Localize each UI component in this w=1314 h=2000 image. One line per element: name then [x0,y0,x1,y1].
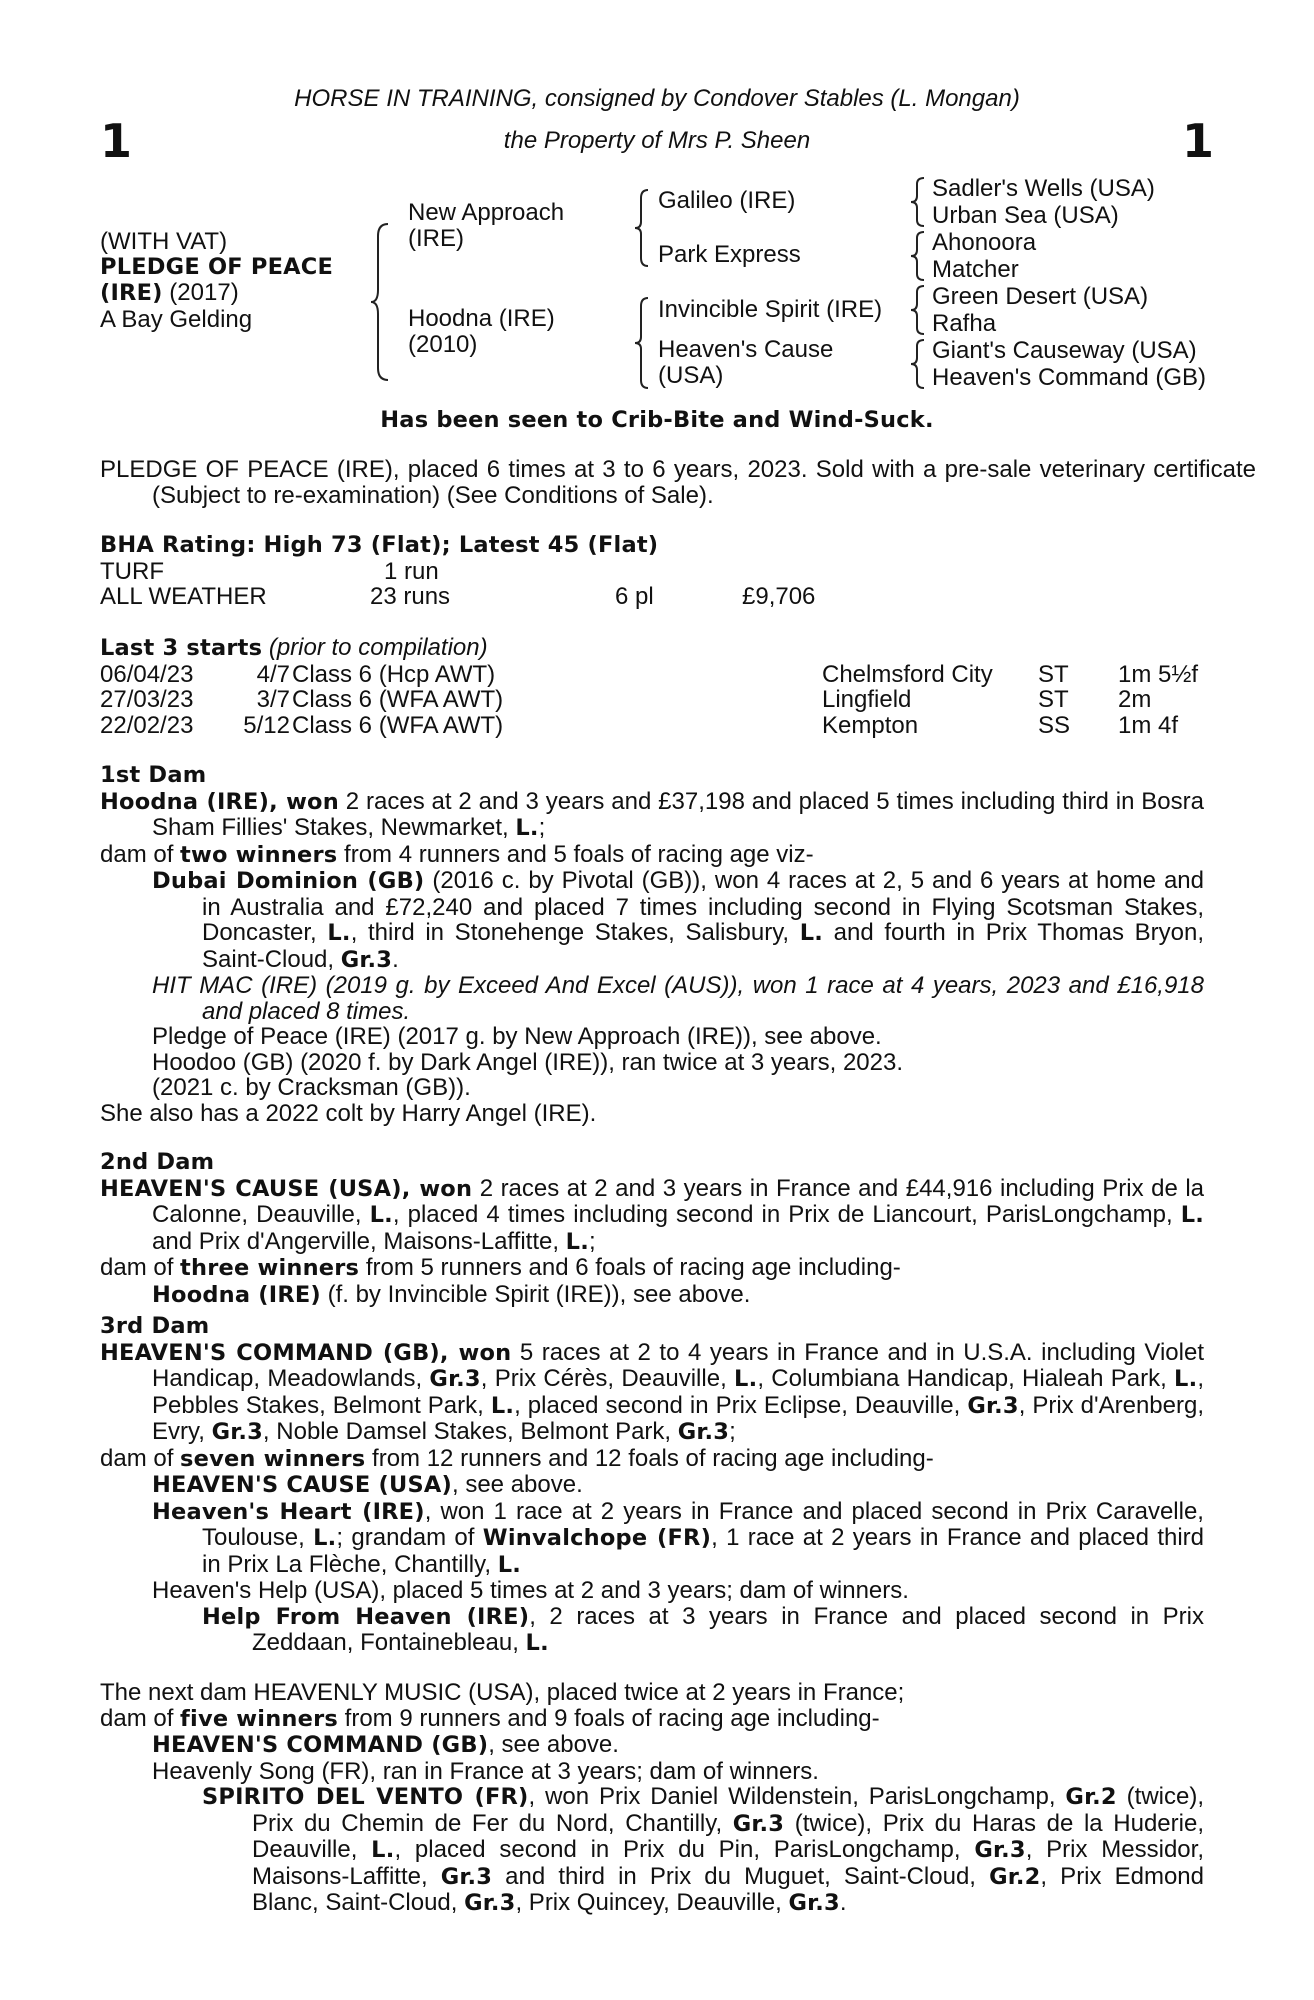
start-course: Chelmsford City [822,660,993,688]
record-text: , Prix Cérès, Deauville, [480,1365,735,1392]
rating-earnings: £9,706 [742,583,816,610]
record-text: , placed second in Prix Eclipse, Deauville, [514,1391,968,1419]
runners-text: from 9 runners and 9 foals of racing age including- [338,1704,880,1732]
offspring-entry [100,1472,1204,1499]
listed-mark: L. [369,1202,393,1228]
offspring-text: , Prix Messidor, Maisons-Laffitte, [252,1836,1204,1890]
start-course: Kempton [822,711,919,739]
start-surface: SS [1038,711,1071,739]
offspring-text: , 2 races at 3 years in France and placed second in Prix Zeddaan, Fontainebleau, [252,1602,1205,1656]
dam-sire: Invincible Spirit (IRE) [658,296,883,323]
grand-offspring-name: SPIRITO DEL VENTO (FR) [202,1784,529,1810]
listed-mark: L. [734,1366,758,1392]
group-mark: Gr.3 [732,1810,785,1837]
dam-dam-name: Heaven's Cause [658,336,834,363]
rating-title: BHA Rating: High 73 (Flat); Latest 45 (Flat) [100,532,659,558]
second-dam-produce-intro [100,1255,1204,1282]
group-mark: Gr.3 [974,1837,1026,1863]
start-date: 22/02/23 [100,711,194,739]
brace-gen3-b [910,230,926,282]
gen3-ddd: Heaven's Command (GB) [932,364,1207,391]
offspring-text: (twice), Prix du Chemin de Fer du Nord, Chantilly, [252,1783,1204,1837]
start-surface: ST [1038,660,1069,688]
rating-runs: 23 runs [370,583,451,610]
gen3-dss: Green Desert (USA) [932,283,1149,310]
offspring-entry: Heavenly Song (FR), ran in France at 3 years; dam of winners. [152,1757,819,1785]
record-text: , Columbiana Handicap, Hialeah Park, [757,1365,1175,1392]
dam-year: (2010) [408,331,478,358]
fourth-dam-record: The next dam HEAVENLY MUSIC (USA), placed twice at 2 years in France; [100,1679,905,1706]
listed-mark: L. [515,815,539,841]
record-text: , Prix d'Arenberg, Evry, [152,1391,1205,1445]
start-date: 06/04/23 [100,660,194,688]
lot-number-right: 1 [1182,114,1215,168]
winners-count: two winners [180,841,338,868]
start-race: Class 6 (Hcp AWT) [292,660,496,688]
gen3-sds: Ahonoora [932,229,1037,256]
pedigree-gen3 [932,175,1206,391]
dam-dam [658,337,833,389]
gen3-dsd: Rafha [932,310,997,337]
second-dam-record [100,1176,1204,1256]
pedigree-brace-dam [634,296,650,390]
horse-year: (2017) [162,279,239,306]
first-dam-record [100,789,1204,842]
consignor-line: HORSE IN TRAINING, consigned by Condover Stables (L. Mongan) [294,85,1020,112]
group-mark: Gr.3 [788,1890,840,1916]
punctuation: . [839,1889,847,1916]
first-dam-section [100,763,1204,1126]
sire-name: New Approach [408,199,565,226]
brace-gen3-a [910,176,926,228]
offspring-text: , third in Stonehenge Stakes, Salisbury, [350,919,800,946]
gen3-sdd: Matcher [932,256,1019,283]
group-mark: Gr.2 [989,1863,1041,1890]
start-row [100,662,1204,688]
start-position: 3/7 [256,686,290,713]
listed-mark: L. [327,920,351,946]
dam-dam-origin: (USA) [658,362,724,389]
dam-of-label: dam of [100,1444,181,1472]
grand-offspring-entry [100,1604,1204,1657]
offspring-text: , won 1 race at 2 years in France and placed second in Prix Caravelle, Toulouse, [202,1497,1204,1551]
offspring-entry: Heaven's Help (USA), placed 5 times at 2 and 3 years; dam of winners. [152,1577,909,1604]
rating-section [100,533,1204,610]
dam-name: Hoodna (IRE) [408,305,555,332]
won-label: , won [439,1339,512,1366]
last-starts-note: (prior to compilation) [262,634,488,661]
offspring-text: (f. by Invincible Spirit (IRE)), see above. [320,1280,751,1308]
runners-text: from 4 runners and 5 foals of racing age viz- [337,840,814,868]
start-distance: 1m 5½f [1118,660,1199,688]
listed-mark: L. [525,1630,549,1656]
start-position: 4/7 [256,660,290,688]
second-dam-section [100,1150,1204,1308]
race-summary: PLEDGE OF PEACE (IRE), placed 6 times at 3 to 6 years, 2023. Sold with a pre-sale veterinary certificate (Subject to re-examination) (See Conditions of Sale). [100,456,1256,509]
rating-placed: 6 pl [615,583,654,610]
fourth-dam-section [100,1680,1204,1917]
won-label: , won [269,788,339,815]
last-starts-title: Last 3 starts [100,635,263,661]
horse-origin: (IRE) [100,280,163,306]
listed-mark: L. [799,920,824,946]
punctuation: ; [538,814,546,841]
horse-name: PLEDGE OF PEACE [100,253,334,280]
winners-count: three winners [180,1255,360,1281]
offspring-text: (twice), Prix du Haras de la Huderie, Deauville, [252,1809,1204,1863]
dam [408,306,555,358]
offspring-entry [100,868,1204,973]
start-surface: ST [1038,686,1069,713]
grand-offspring-entry [100,1784,1204,1917]
start-position: 5/12 [243,711,290,739]
group-mark: Gr.3 [677,1419,730,1445]
offspring-entry: Pledge of Peace (IRE) (2017 g. by New Approach (IRE)), see above. [152,1023,882,1050]
winners-count: seven winners [180,1445,366,1472]
third-dam-name: HEAVEN'S COMMAND (GB) [100,1339,440,1366]
listed-mark: L. [1174,1366,1198,1392]
first-dam-note: She also has a 2022 colt by Harry Angel (IRE). [100,1099,597,1127]
dam-of-label: dam of [100,1254,181,1281]
listed-mark: L. [497,1551,521,1578]
start-row [100,713,1204,739]
group-mark: Gr.3 [211,1419,263,1445]
offspring-text: and third in Prix du Muguet, Saint-Cloud, [492,1862,990,1890]
sire-dam: Park Express [658,241,801,268]
start-date: 27/03/23 [100,686,194,713]
offspring-text: and fourth in Prix Thomas Bryon, Saint-Cloud, [202,919,1204,973]
punctuation: ; [588,1227,596,1255]
group-mark: Gr.3 [967,1392,1019,1419]
punctuation: . [392,945,399,973]
start-distance: 2m [1118,686,1152,713]
offspring-entry: Hoodoo (GB) (2020 f. by Dark Angel (IRE)), ran twice at 3 years, 2023. [152,1048,904,1076]
vices-note: Has been seen to Crib-Bite and Wind-Suck. [380,407,934,433]
group-mark: Gr.3 [440,1863,493,1890]
offspring-entry: HIT MAC (IRE) (2019 g. by Exceed And Excel (AUS)), won 1 race at 4 years, 2023 and £16,918 and placed 8 times. [152,972,1204,1025]
record-text: , Noble Damsel Stakes, Belmont Park, [262,1418,678,1445]
offspring-name: Dubai Dominion (GB) [152,868,425,894]
offspring-entry [100,1732,1204,1759]
first-dam-produce-intro [100,842,1204,869]
start-course: Lingfield [822,686,912,713]
second-dam-heading: 2nd Dam [100,1149,215,1175]
gen3-sss: Sadler's Wells (USA) [932,175,1155,202]
offspring-text: , 1 race at 2 years in France and placed third in Prix La Flèche, Chantilly, [202,1524,1205,1578]
record-text: , Pebbles Stakes, Belmont Park, [152,1365,1204,1419]
offspring-text: , Prix Quincey, Deauville, [515,1889,789,1916]
offspring-name: Hoodna (IRE) [152,1281,321,1308]
start-row [100,687,1204,713]
record-text: 5 races at 2 to 4 years in France and in U.S.A. including Violet Handicap, Meadowlands, [152,1338,1204,1392]
listed-mark: L. [490,1392,515,1419]
group-mark: Gr.3 [340,946,393,973]
brace-gen3-d [910,338,926,390]
offspring-text: ; grandam of [336,1524,483,1551]
dam-of-label: dam of [100,1704,181,1732]
third-dam-heading: 3rd Dam [100,1313,210,1339]
offspring-entry [100,1499,1204,1579]
gen3-dds: Giant's Causeway (USA) [932,337,1197,364]
group-mark: Gr.2 [1065,1784,1117,1810]
winners-count: five winners [180,1705,338,1732]
pedigree-brace-main [370,222,390,382]
last-starts-section [100,635,1204,738]
listed-mark: L. [565,1228,589,1255]
rating-row-aw [100,584,1204,610]
third-dam-produce-intro [100,1446,1204,1473]
third-dam-section [100,1314,1204,1657]
offspring-entry: (2021 c. by Cracksman (GB)). [152,1074,471,1101]
rating-surface: TURF [100,557,164,585]
offspring-name: Heaven's Heart (IRE) [152,1498,425,1525]
vat-note: (WITH VAT) [100,228,228,255]
second-dam-name: HEAVEN'S CAUSE (USA) [100,1175,402,1202]
owner-line: the Property of Mrs P. Sheen [503,127,811,154]
horse-description: A Bay Gelding [100,305,253,333]
grand-offspring-name: Help From Heaven (IRE) [202,1603,530,1630]
runners-text: from 5 runners and 6 foals of racing age including- [359,1254,901,1281]
start-race: Class 6 (WFA AWT) [292,686,504,713]
record-text: and Prix d'Angerville, Maisons-Laffitte, [152,1227,566,1255]
offspring-name: HEAVEN'S CAUSE (USA) [152,1472,452,1498]
offspring-text: , won Prix Daniel Wildenstein, ParisLongchamp, [528,1783,1066,1810]
offspring-text: , see above. [452,1471,583,1498]
offspring-text: , placed second in Prix du Pin, ParisLongchamp, [394,1836,975,1863]
start-race: Class 6 (WFA AWT) [292,711,504,739]
runners-text: from 12 runners and 12 foals of racing age including- [365,1444,934,1472]
rating-runs: 1 run [384,557,439,585]
sire-origin: (IRE) [408,225,464,252]
lot-number-left: 1 [100,114,133,168]
listed-mark: L. [1180,1202,1204,1228]
offspring-entry [100,1282,1204,1309]
listed-mark: L. [371,1837,395,1863]
rating-surface: ALL WEATHER [100,583,267,610]
record-text: , placed 4 times including second in Prix de Liancourt, ParisLongchamp, [392,1201,1181,1228]
group-mark: Gr.3 [464,1890,516,1916]
first-dam-name: Hoodna (IRE) [100,788,270,815]
offspring-text: , Prix Edmond Blanc, Saint-Cloud, [252,1862,1204,1916]
first-dam-heading: 1st Dam [100,762,207,788]
horse-id [100,229,333,332]
pedigree-brace-sire [634,188,650,268]
rating-row-turf [100,559,1204,585]
fourth-dam-produce-intro [100,1706,1204,1733]
sire [408,200,564,252]
won-label: , won [401,1175,473,1202]
brace-gen3-c [910,284,926,336]
group-mark: Gr.3 [429,1366,481,1392]
offspring-name: HEAVEN'S COMMAND (GB) [152,1732,489,1758]
punctuation: ; [729,1418,736,1445]
start-distance: 1m 4f [1118,711,1179,739]
record-text: 2 races at 2 and 3 years in France and £44,916 including Prix de la Calonne, Deauville, [152,1174,1204,1228]
listed-mark: L. [313,1525,337,1551]
first-dam-text: 2 races at 2 and 3 years and £37,198 and placed 5 times including third in Bosra Sham Fillies' Stakes, Newmarket, [152,787,1204,841]
sire-sire: Galileo (IRE) [658,187,796,214]
offspring-text: (2016 c. by Pivotal (GB)), won 4 races at 2, 5 and 6 years at home and in Australia and £72,240 and placed 7 times including second in Flying Scotsman Stakes, Doncaster, [202,867,1204,946]
gen3-ssd: Urban Sea (USA) [932,202,1119,229]
grand-offspring-name: Winvalchope (FR) [482,1525,712,1551]
third-dam-record [100,1340,1204,1446]
dam-of-label: dam of [100,840,181,868]
offspring-text: , see above. [488,1731,619,1758]
